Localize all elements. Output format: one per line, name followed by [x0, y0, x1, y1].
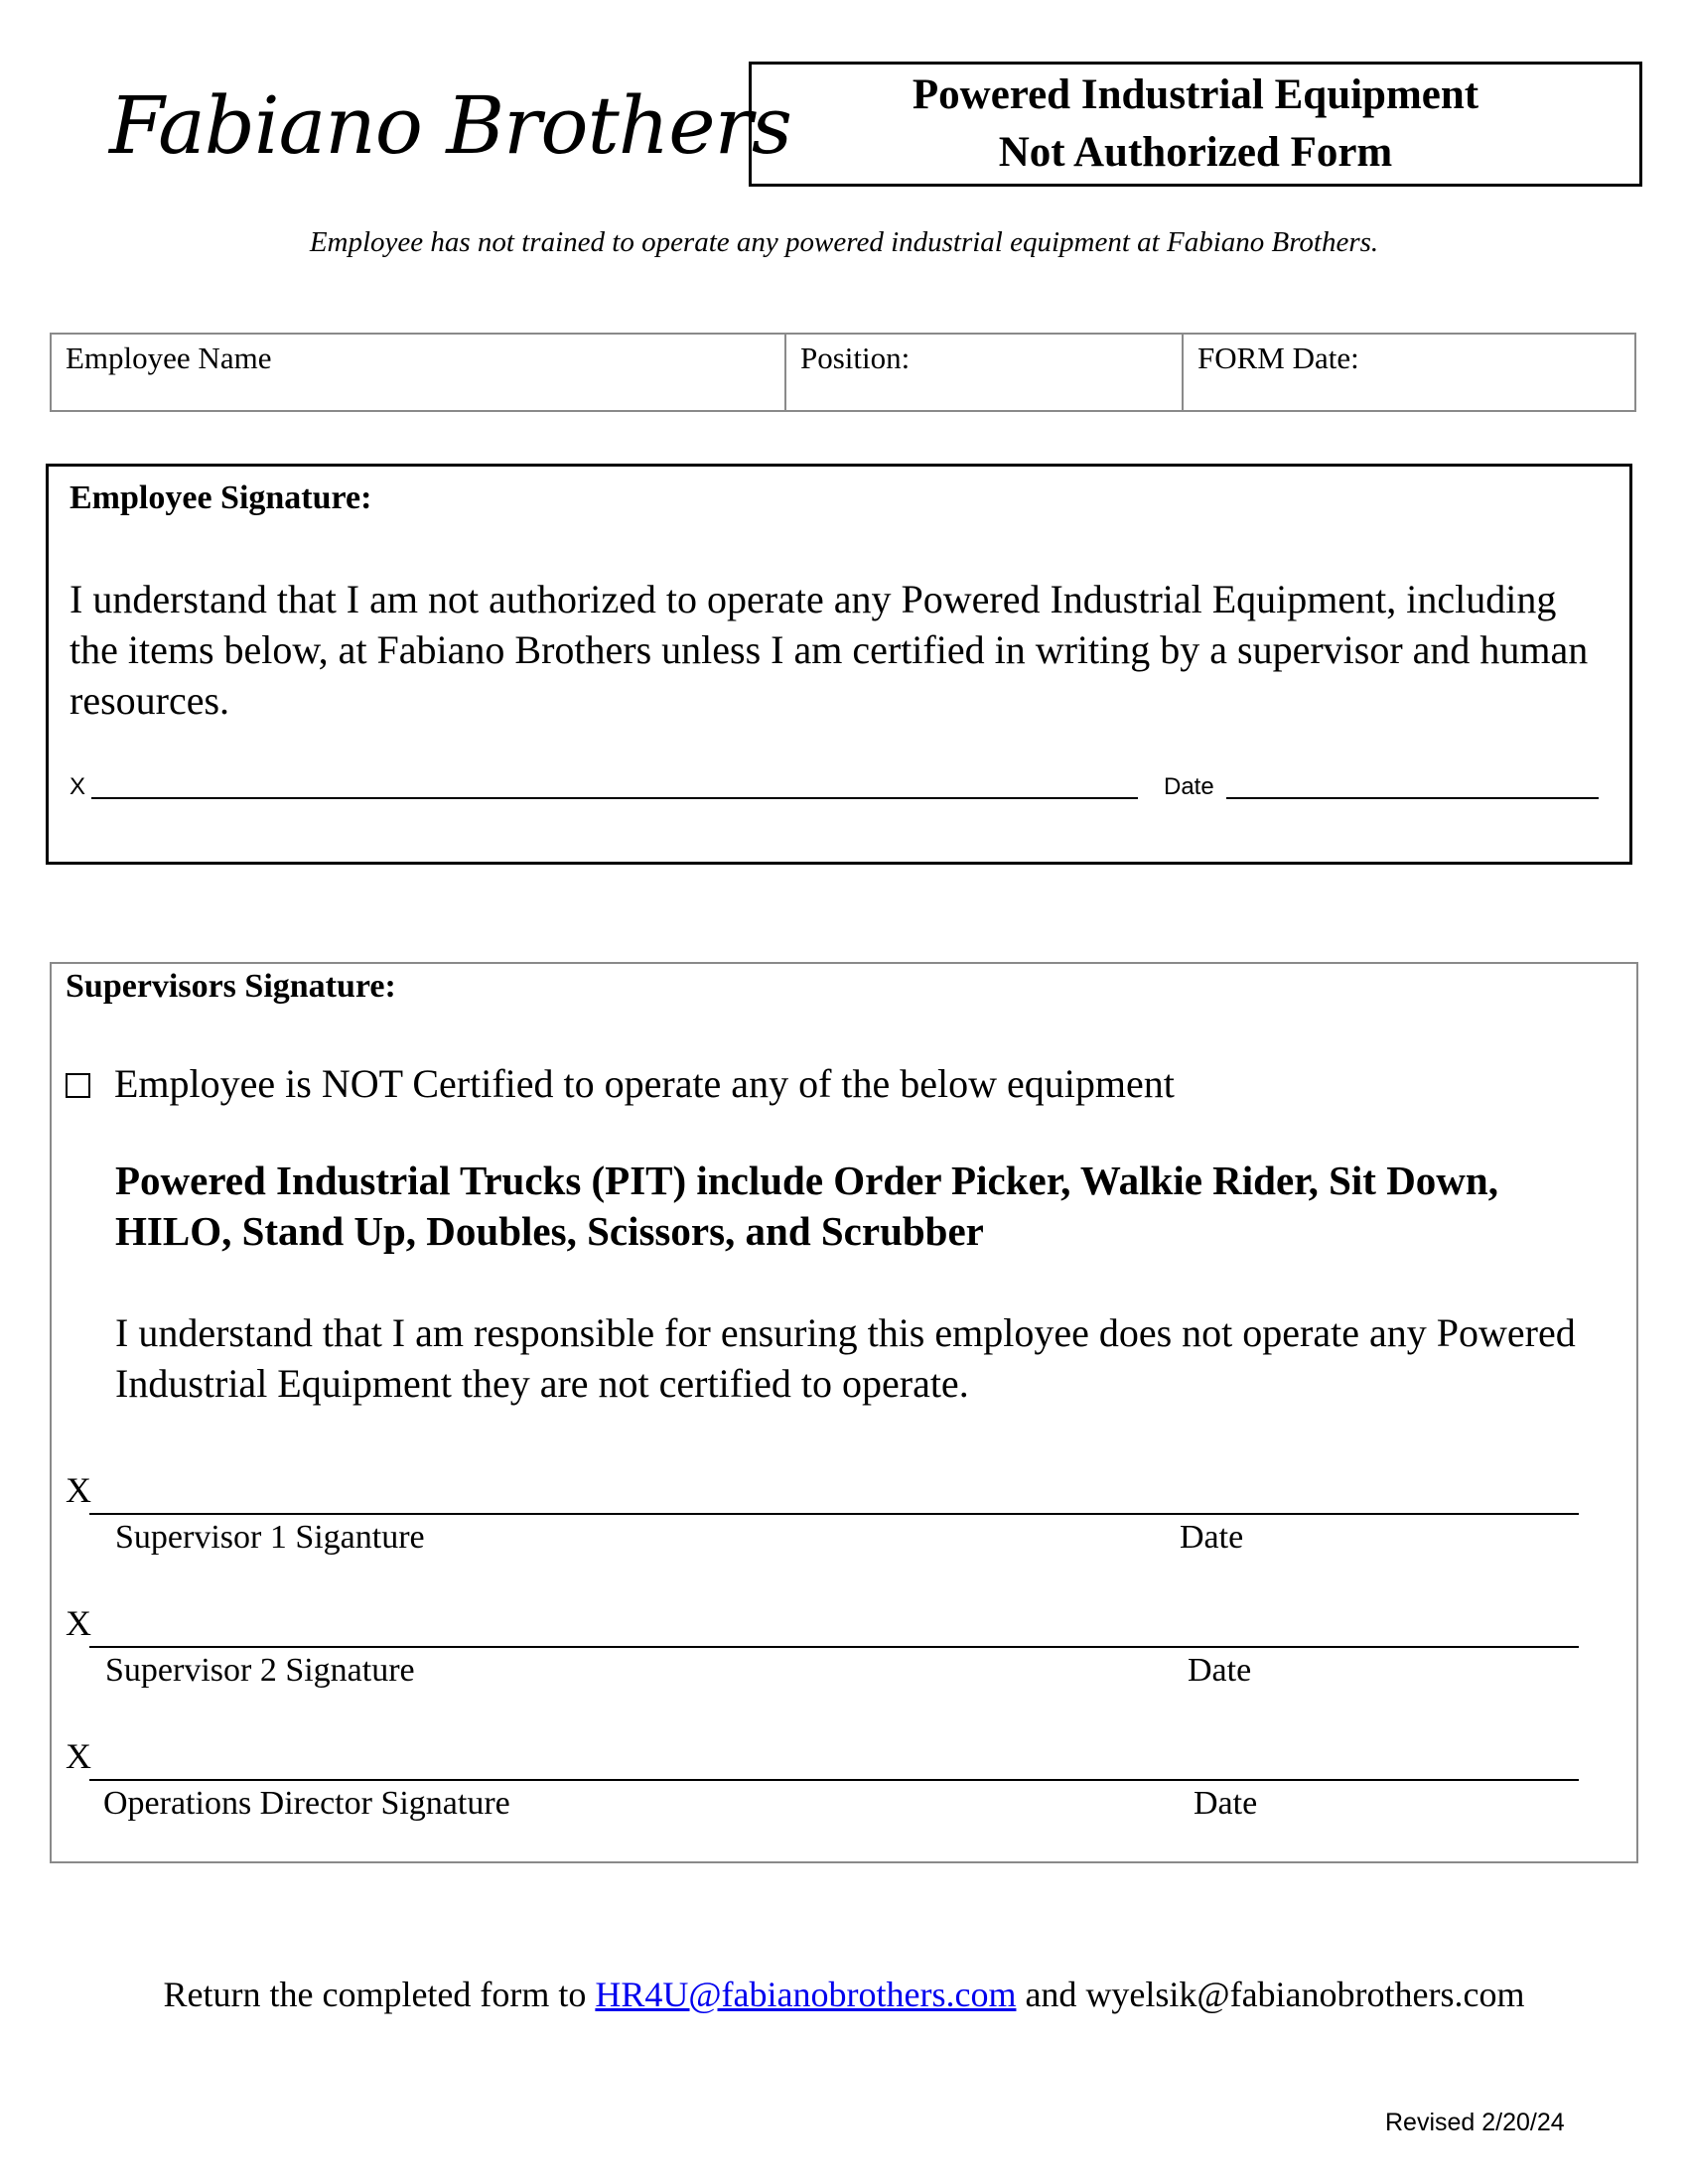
employee-signature-heading: Employee Signature: [70, 479, 372, 516]
director-sign-x: X [66, 1736, 91, 1776]
supervisor1-signature-label: Supervisor 1 Siganture [115, 1519, 425, 1556]
form-subtitle: Employee has not trained to operate any powered industrial equipment at Fabiano Brothers. [309, 226, 1379, 258]
employee-sign-x: X [70, 773, 86, 800]
director-signature-line[interactable] [89, 1779, 1579, 1781]
position-field[interactable] [784, 335, 1182, 410]
employee-date-line[interactable] [1226, 797, 1599, 799]
position-label: Position: [800, 341, 911, 375]
return-prefix: Return the completed form to [163, 1975, 587, 2014]
employee-signature-row [70, 767, 1559, 803]
supervisor2-signature-label: Supervisor 2 Signature [105, 1652, 415, 1689]
employee-signature-line[interactable] [91, 797, 1138, 799]
supervisor2-signature-line[interactable] [89, 1646, 1579, 1648]
form-date-label: FORM Date: [1197, 341, 1359, 375]
supervisor-responsibility-statement: I understand that I am responsible for ensuring this employee does not operate any Powered Industrial Equipment they are not certified to operate. [115, 1310, 1576, 1406]
return-instructions [0, 1974, 1688, 2015]
director-signature-label: Operations Director Signature [103, 1785, 510, 1822]
employee-name-label: Employee Name [66, 341, 272, 375]
supervisor2-sign-x: X [66, 1603, 91, 1643]
supervisor1-date-label: Date [1180, 1519, 1244, 1556]
supervisor2-date-label: Date [1188, 1652, 1252, 1689]
not-certified-checkbox[interactable] [66, 1073, 90, 1098]
employee-statement: I understand that I am not authorized to operate any Powered Industrial Equipment, including the items below, at Fabiano Brothers unless I am certified in writing by a supervisor and human resources. [70, 577, 1589, 723]
employee-date-label: Date [1164, 773, 1214, 800]
revision-date: Revised 2/20/24 [1385, 2109, 1565, 2136]
pit-equipment-list: Powered Industrial Trucks (PIT) include Order Picker, Walkie Rider, Sit Down, HILO, Stand Up, Doubles, Scissors, and Scrubber [115, 1158, 1498, 1254]
return-and: and [1025, 1975, 1077, 2014]
second-email: wyelsik@fabianobrothers.com [1085, 1975, 1525, 2014]
supervisor-signature-heading: Supervisors Signature: [66, 968, 396, 1005]
director-date-label: Date [1194, 1785, 1258, 1822]
form-date-field[interactable] [1182, 335, 1634, 410]
not-certified-label: Employee is NOT Certified to operate any of the below equipment [114, 1061, 1175, 1106]
form-title-box [749, 62, 1642, 187]
not-certified-option [66, 1060, 1175, 1107]
form-title-line1: Powered Industrial Equipment [912, 71, 1479, 118]
employee-info-table [50, 333, 1636, 412]
hr-email-link[interactable]: HR4U@fabianobrothers.com [595, 1975, 1017, 2014]
supervisor1-signature-line[interactable] [89, 1513, 1579, 1515]
supervisor1-sign-x: X [66, 1470, 91, 1510]
company-logo: Fabiano Brothers [109, 79, 791, 172]
form-title-line2: Not Authorized Form [998, 129, 1393, 176]
employee-name-field[interactable] [52, 335, 784, 410]
